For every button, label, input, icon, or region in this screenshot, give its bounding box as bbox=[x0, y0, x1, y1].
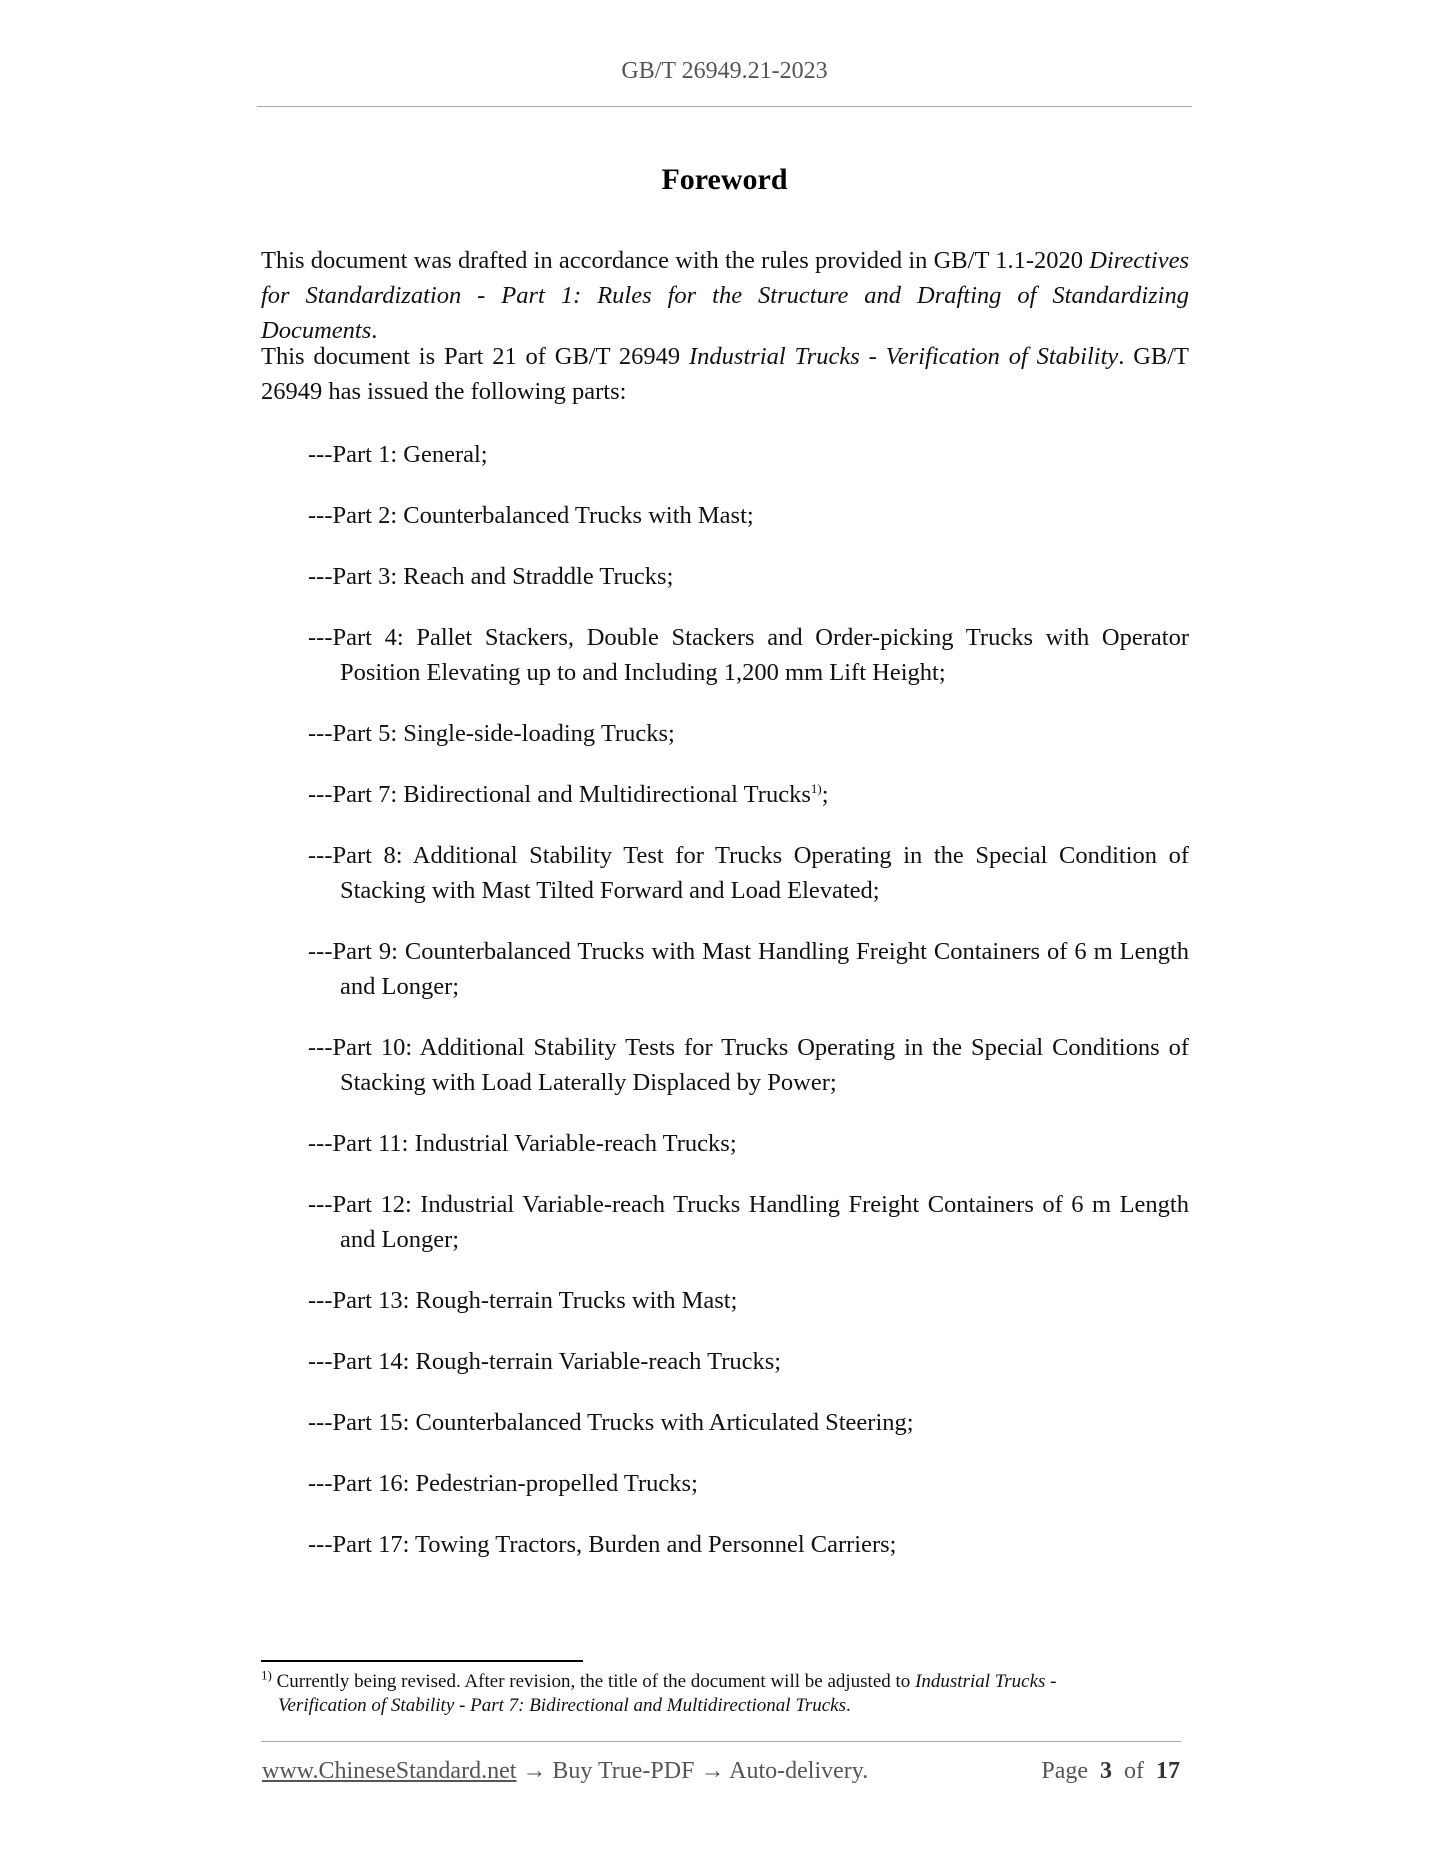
list-item: ---Part 3: Reach and Straddle Trucks; bbox=[308, 563, 674, 590]
paragraph-text: . GB/T 26949 has issued the following parts: bbox=[261, 343, 1189, 405]
footnote-text: . bbox=[846, 1695, 851, 1716]
arrow-icon: → bbox=[700, 1758, 725, 1784]
footnote-marker: 1) bbox=[261, 1667, 272, 1683]
parts-list bbox=[308, 437, 1189, 1588]
footnote-text: Currently being revised. After revision, the title of the document will be adjusted to bbox=[271, 1671, 916, 1692]
list-item: ---Part 10: Additional Stability Tests for Trucks Operating in the Special Conditions of Stacking with Load Laterally Displaced by Power; bbox=[308, 1034, 1189, 1096]
page-title: Foreword bbox=[661, 163, 788, 196]
list-item-text: ---Part 7: Bidirectional and Multidirectional Trucks bbox=[308, 781, 811, 808]
list-item-suffix: ; bbox=[821, 781, 829, 808]
series-title: Industrial Trucks - Verification of Stability bbox=[689, 343, 1119, 370]
document-header: GB/T 26949.21-2023 bbox=[621, 58, 828, 84]
footnote bbox=[261, 1667, 1141, 1718]
list-item: ---Part 17: Towing Tractors, Burden and Personnel Carriers; bbox=[308, 1531, 897, 1558]
paragraph-drafting-rules bbox=[261, 243, 1189, 348]
arrow-icon: → bbox=[522, 1758, 547, 1784]
page-total: 17 bbox=[1156, 1758, 1180, 1784]
list-item: ---Part 16: Pedestrian-propelled Trucks; bbox=[308, 1470, 698, 1497]
list-item bbox=[308, 777, 1189, 812]
list-item: ---Part 9: Counterbalanced Trucks with Mast Handling Freight Containers of 6 m Length and Longer; bbox=[308, 938, 1189, 1000]
footnote-divider bbox=[261, 1660, 583, 1662]
page-number: 3 bbox=[1100, 1758, 1112, 1784]
footer-delivery-text: Auto-delivery. bbox=[729, 1758, 869, 1784]
footnote-line bbox=[261, 1667, 1141, 1694]
footer-promo bbox=[262, 1758, 868, 1785]
list-item: ---Part 5: Single-side-loading Trucks; bbox=[308, 720, 675, 747]
list-item: ---Part 14: Rough-terrain Variable-reach Trucks; bbox=[308, 1348, 782, 1375]
footer-divider bbox=[261, 1741, 1181, 1742]
page-indicator bbox=[1041, 1758, 1180, 1785]
page-label: Page bbox=[1041, 1758, 1088, 1784]
header-divider bbox=[257, 106, 1192, 107]
paragraph-part-intro bbox=[261, 339, 1189, 409]
paragraph-text: This document is Part 21 of GB/T 26949 bbox=[261, 343, 689, 370]
list-item: ---Part 15: Counterbalanced Trucks with Articulated Steering; bbox=[308, 1409, 914, 1436]
list-item: ---Part 1: General; bbox=[308, 441, 488, 468]
footnote-italic-text: Verification of Stability - Part 7: Bidirectional and Multidirectional Trucks bbox=[278, 1695, 847, 1716]
list-item: ---Part 2: Counterbalanced Trucks with Mast; bbox=[308, 502, 754, 529]
list-item: ---Part 4: Pallet Stackers, Double Stackers and Order-picking Trucks with Operator Position Elevating up to and Including 1,200 mm Lift Height; bbox=[308, 624, 1189, 686]
list-item: ---Part 12: Industrial Variable-reach Trucks Handling Freight Containers of 6 m Length and Longer; bbox=[308, 1191, 1189, 1253]
website-link[interactable]: www.ChineseStandard.net bbox=[262, 1758, 517, 1784]
footnote-line bbox=[261, 1694, 1141, 1718]
list-item: ---Part 8: Additional Stability Test for Trucks Operating in the Special Condition of Stacking with Mast Tilted Forward and Load Elevated; bbox=[308, 842, 1189, 904]
list-item: ---Part 13: Rough-terrain Trucks with Mast; bbox=[308, 1287, 738, 1314]
footnote-reference[interactable]: 1) bbox=[810, 780, 822, 796]
of-label: of bbox=[1124, 1758, 1144, 1784]
footnote-italic-text: Industrial Trucks - bbox=[915, 1671, 1057, 1692]
paragraph-text: This document was drafted in accordance with the rules provided in GB/T 1.1-2020 bbox=[261, 247, 1090, 274]
cited-standard-title: Directives for Standardization - Part 1: Rules for the Structure and Drafting of Standardizing Documents bbox=[261, 247, 1189, 344]
paragraph-text: . bbox=[371, 317, 378, 344]
footer-buy-text: Buy True-PDF bbox=[552, 1758, 695, 1784]
list-item: ---Part 11: Industrial Variable-reach Trucks; bbox=[308, 1130, 737, 1157]
